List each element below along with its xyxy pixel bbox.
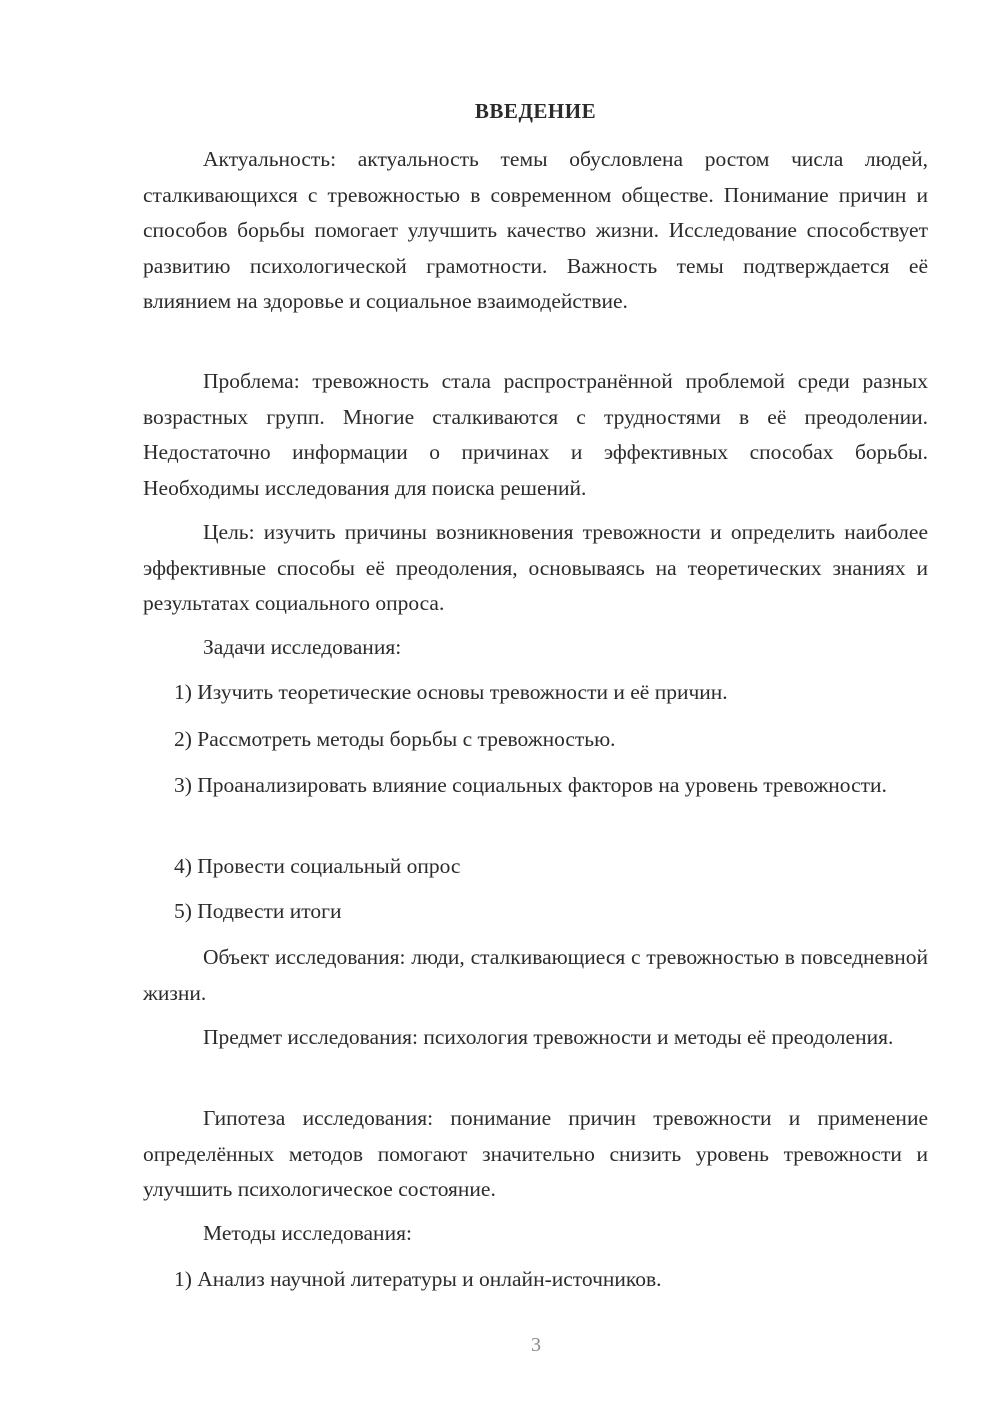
page-number: 3 <box>531 1334 541 1356</box>
goal-paragraph: Цель: изучить причины возникновения тревожности и определить наиболее эффективные способы её преодоления, основываясь на теоретических знаниях и результатах социального опроса. <box>143 520 928 615</box>
section-heading: ВВЕДЕНИЕ <box>474 99 597 123</box>
tasks-heading: Задачи исследования: <box>203 635 402 659</box>
task-item-5: 5) Подвести итоги <box>174 899 342 923</box>
method-item-1: 1) Анализ научной литературы и онлайн-источников. <box>174 1267 662 1291</box>
relevance-paragraph: Актуальность: актуальность темы обусловлена ростом числа людей, сталкивающихся с тревожностью в современном обществе. Понимание причин и способов борьбы помогает улучшить качество жизни. Исследование способствует развитию психологической грамотности. Важность темы подтверждается её влиянием на здоровье и социальное взаимодействие. <box>143 147 928 313</box>
hypothesis-paragraph: Гипотеза исследования: понимание причин тревожности и применение определённых методов помогают значительно снизить уровень тревожности и улучшить психологическое состояние. <box>143 1106 928 1201</box>
problem-paragraph: Проблема: тревожность стала распространённой проблемой среди разных возрастных групп. Многие сталкиваются с трудностями в её преодолении. Недостаточно информации о причинах и эффективных способах борьбы. Необходимы исследования для поиска решений. <box>143 369 928 500</box>
methods-heading: Методы исследования: <box>203 1221 412 1245</box>
object-paragraph: Объект исследования: люди, сталкивающиеся с тревожностью в повседневной жизни. <box>143 945 928 1005</box>
task-item-1: 1) Изучить теоретические основы тревожности и её причин. <box>174 680 728 704</box>
task-item-2: 2) Рассмотреть методы борьбы с тревожностью. <box>174 727 616 751</box>
task-item-4: 4) Провести социальный опрос <box>174 854 461 878</box>
subject-paragraph: Предмет исследования: психология тревожности и методы её преодоления. <box>203 1025 894 1049</box>
task-item-3: 3) Проанализировать влияние социальных факторов на уровень тревожности. <box>174 773 887 797</box>
